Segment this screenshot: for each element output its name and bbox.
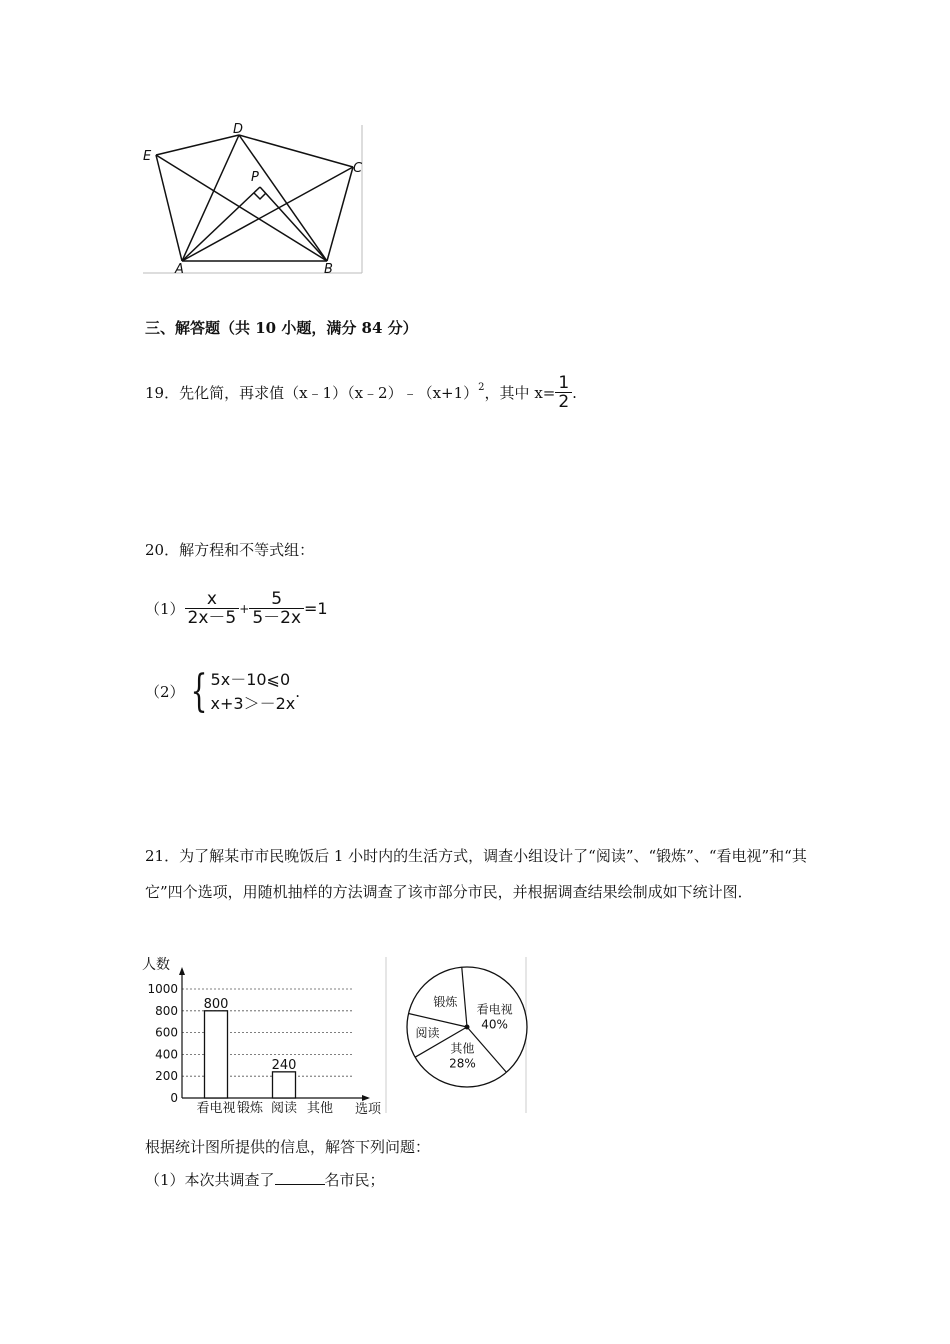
question-21: 21．为了解某市市民晚饭后 1 小时内的生活方式，调查小组设计了“阅读”、“锻炼”、“看电视”和“其它”四个选项，用随机抽样的方法调查了该市部分市民，并根据调查结果绘制成如下统计图． — [145, 847, 807, 901]
question-19 — [145, 374, 577, 411]
pie-slice-label: 其他 — [450, 1041, 475, 1056]
x-tick-label: 其他 — [306, 1101, 334, 1116]
q19-exponent: 2 — [478, 381, 485, 393]
bar — [273, 1072, 296, 1098]
q20-p2-end: . — [295, 683, 301, 701]
bar-chart — [140, 955, 390, 1117]
q21-sub1-post: 名市民； — [324, 1171, 385, 1189]
q19-tail: ，其中 x= — [484, 383, 556, 402]
q20-frac1-num: x — [206, 589, 217, 609]
q20-p2-line1: 5x－10⩽0 — [210, 670, 291, 689]
brace-icon: { — [190, 666, 207, 717]
x-tick-label: 看电视 — [196, 1101, 236, 1116]
q21-sub1-pre: （1）本次共调查了 — [145, 1171, 275, 1189]
bar-data-label: 800 — [203, 996, 229, 1012]
q20-rhs: =1 — [304, 598, 328, 618]
q20-p2-line2: x+3＞－2x — [210, 694, 296, 713]
geometry-figure — [140, 120, 370, 280]
y-tick-label: 0 — [170, 1091, 178, 1105]
pie-chart — [400, 955, 530, 1117]
x-tick-label: 阅读 — [270, 1101, 298, 1116]
y-tick-label: 200 — [155, 1069, 178, 1084]
label-D: D — [233, 122, 244, 137]
q20-plus: + — [239, 601, 250, 616]
pie-center-dot — [465, 1025, 470, 1030]
label-B: B — [324, 262, 333, 277]
label-E: E — [143, 149, 152, 164]
q21-sub1 — [145, 1170, 385, 1190]
question-20-title: 20．解方程和不等式组： — [145, 541, 315, 559]
section-title: 三、解答题（共 10 小题，满分 84 分） — [145, 319, 418, 337]
q20-frac2 — [249, 590, 304, 627]
y-tick-label: 600 — [155, 1025, 178, 1040]
y-axis-arrow-icon — [179, 967, 185, 975]
q21-followup: 根据统计图所提供的信息，解答下列问题： — [145, 1138, 431, 1156]
q20-p1-label: （1） — [145, 599, 185, 618]
q19-fraction — [555, 374, 572, 411]
q20-frac1 — [185, 590, 240, 627]
y-tick-label: 1000 — [147, 982, 178, 996]
q19-frac-num: 1 — [558, 373, 570, 393]
bar-data-label: 240 — [271, 1057, 297, 1073]
question-20-part2 — [145, 668, 300, 716]
label-P: P — [251, 170, 259, 185]
y-axis-label: 人数 — [142, 957, 170, 973]
label-A: A — [175, 262, 184, 277]
bar-chart-svg — [140, 955, 390, 1117]
q19-end: . — [572, 383, 577, 402]
pie-chart-svg — [400, 955, 530, 1117]
pie-slice-percent: 28% — [449, 1056, 476, 1071]
pie-slice-label: 看电视 — [476, 1002, 513, 1017]
x-tick-label: 锻炼 — [236, 1101, 264, 1116]
q20-p2-label: （2） — [145, 683, 185, 701]
x-axis-label: 选项 — [355, 1102, 382, 1117]
q19-frac-den: 2 — [555, 392, 572, 411]
pie-slice-percent: 40% — [481, 1017, 508, 1032]
geometry-svg — [140, 120, 370, 280]
pie-slice-label: 锻炼 — [433, 995, 458, 1010]
q20-frac1-den: 2x－5 — [185, 608, 240, 627]
q20-frac2-den: 5－2x — [249, 608, 304, 627]
answer-blank[interactable] — [275, 1170, 325, 1185]
pie-slice-label: 阅读 — [415, 1025, 440, 1040]
bar — [205, 1011, 228, 1098]
q20-frac2-num: 5 — [271, 589, 283, 609]
question-20-part1 — [145, 590, 328, 627]
y-tick-label: 400 — [155, 1047, 178, 1062]
q19-text: 19．先化简，再求值（x﹣1）（x﹣2）﹣（x+1） — [145, 383, 479, 402]
inequality-system — [185, 668, 296, 716]
y-tick-label: 800 — [155, 1003, 178, 1018]
x-axis-arrow-icon — [362, 1095, 370, 1101]
label-C: C — [353, 161, 363, 176]
